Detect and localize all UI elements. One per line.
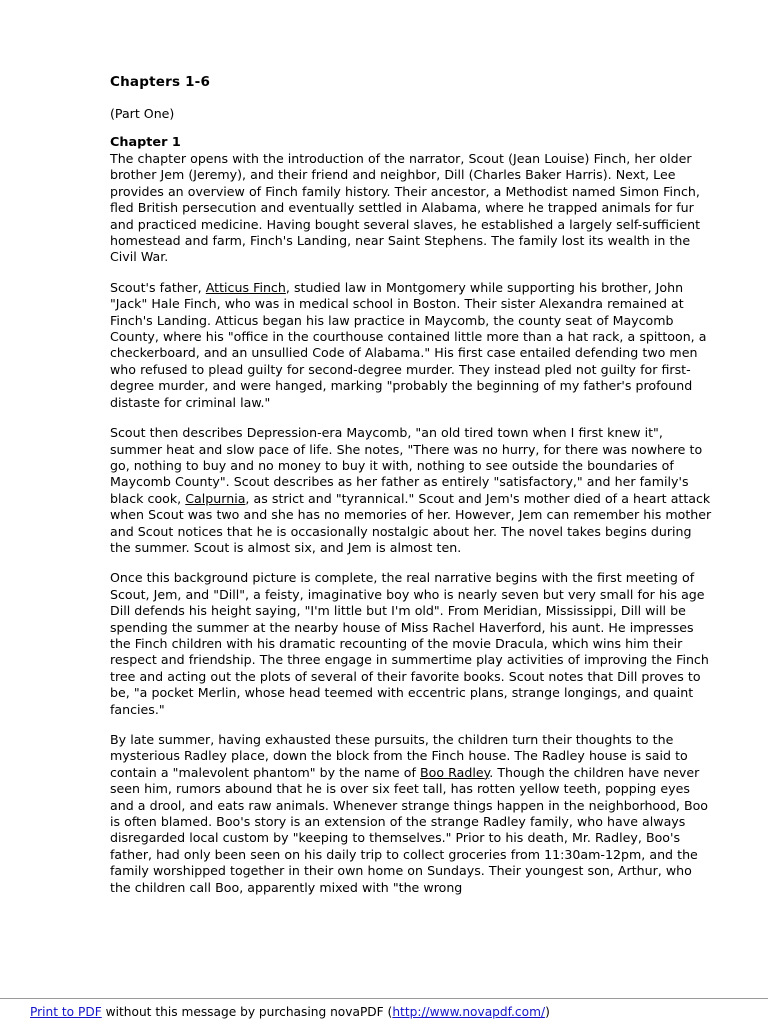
- inline-link[interactable]: Calpurnia: [185, 490, 246, 506]
- page-footer: [0, 998, 768, 1024]
- footer-text: [0, 1005, 768, 1019]
- page-title: Chapters 1-6: [110, 74, 211, 90]
- novapdf-url-link[interactable]: http://www.novapdf.com/: [392, 1005, 546, 1019]
- footer-message: without this message by purchasing novaPDF (: [101, 1005, 393, 1019]
- inline-link[interactable]: Atticus Finch: [205, 279, 286, 295]
- part-label: (Part One): [110, 106, 175, 121]
- footer-closing: ): [545, 1005, 550, 1019]
- paragraph: By late summer, having exhausted these pursuits, the children turn their thoughts to the mysterious Radley place, down the block from the Finch house. The Radley house is said to contain a "malevolent phantom" by the name of Boo Radley. Though the children have never seen him, rumors abound that he is over six feet tall, has rotten yellow teeth, popping eyes and a drool, and eats raw animals. Whenever strange things happen in the neighborhood, Boo is often blamed. Boo's story is an extension of the strange Radley family, who have always disregarded local custom by "keeping to themselves." Prior to his death, Mr. Radley, Boo's father, had only been seen on his daily trip to collect groceries from 11:30am-12pm, and the family worshipped together in their own home on Sundays. Their youngest son, Arthur, who the children call Boo, apparently mixed with "the wrong: [110, 732, 708, 895]
- print-to-pdf-link[interactable]: Print to PDF: [30, 1005, 102, 1019]
- inline-link[interactable]: Boo Radley: [420, 764, 490, 780]
- paragraph: Scout's father, Atticus Finch, studied law in Montgomery while supporting his brother, John "Jack" Hale Finch, who was in medical school in Boston. Their sister Alexandra remained at Finch's Landing. Atticus began his law practice in Maycomb, the county seat of Maycomb County, where his "office in the courthouse contained little more than a hat rack, a spittoon, a checkerboard, and an unsullied Code of Alabama." His first case entailed defending two men who refused to plead guilty for second-degree murder. They instead pled not guilty for first-degree murder, and were hanged, marking "probably the beginning of my father's profound distaste for criminal law.": [110, 279, 707, 410]
- chapter-heading: Chapter 1: [110, 135, 181, 150]
- paragraph: Scout then describes Depression-era Maycomb, "an old tired town when I first knew it", summer heat and slow pace of life. She notes, "There was no hurry, for there was nowhere to go, nothing to buy and no money to buy it with, nothing to see outside the boundaries of Maycomb County". Scout describes as her father as entirely "satisfactory," and her family's black cook, Calpurnia, as strict and "tyrannical." Scout and Jem's mother died of a heart attack when Scout was two and she has no memories of her. However, Jem can remember his mother and Scout notices that he is occasionally nostalgic about her. The novel takes begins during the summer. Scout is almost six, and Jem is almost ten.: [110, 425, 712, 555]
- document-content: [110, 74, 712, 896]
- paragraph: Once this background picture is complete, the real narrative begins with the first meeting of Scout, Jem, and "Dill", a feisty, imaginative boy who is nearly seven but very small for his age Dill defends his height saying, "I'm little but I'm old". From Meridian, Mississippi, Dill will be spending the summer at the nearby house of Miss Rachel Haverford, his aunt. He impresses the Finch children with his dramatic recounting of the movie Dracula, which wins him their respect and friendship. The three engage in summertime play activities of improving the Finch tree and acting out the plots of several of their favorite books. Scout notes that Dill proves to be, "a pocket Merlin, whose head teemed with eccentric plans, strange longings, and quaint fancies.": [110, 570, 709, 717]
- paragraph: The chapter opens with the introduction of the narrator, Scout (Jean Louise) Finch, her older brother Jem (Jeremy), and their friend and neighbor, Dill (Charles Baker Harris). Next, Lee provides an overview of Finch family history. Their ancestor, a Methodist named Simon Finch, fled British persecution and eventually settled in Alabama, where he trapped animals for fur and practiced medicine. Having bought several slaves, he established a largely self-sufficient homestead and farm, Finch's Landing, near Saint Stephens. The family lost its wealth in the Civil War.: [110, 151, 701, 265]
